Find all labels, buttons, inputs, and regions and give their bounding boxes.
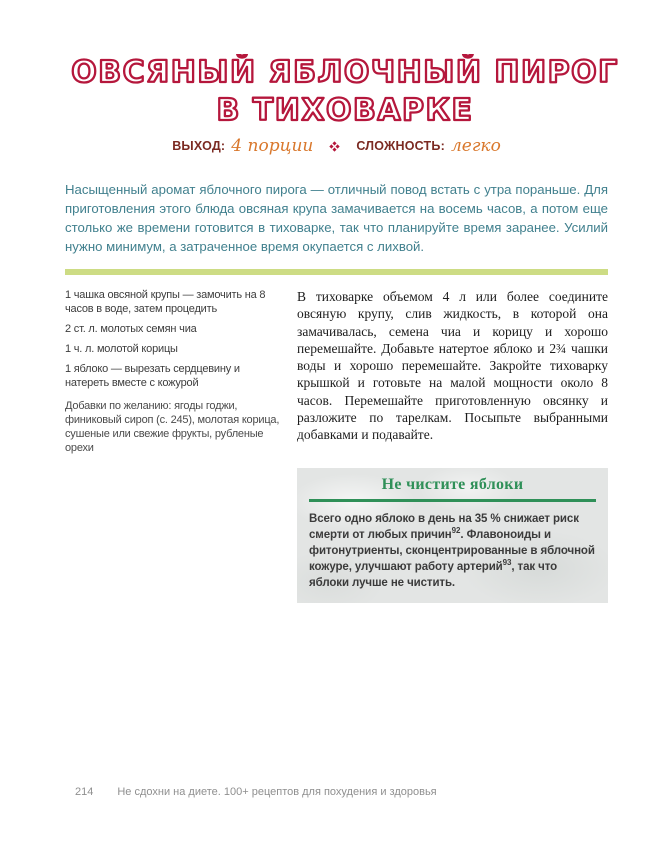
instructions-column <box>297 288 608 603</box>
page-footer <box>75 786 437 798</box>
recipe-columns <box>65 288 608 603</box>
footnote-ref-92: 92 <box>451 525 461 535</box>
tip-text-part2: . Флавоноиды и фитонутриенты, сконцентрированные в яблочной кожуре, улучшают работу артерий <box>309 528 595 573</box>
ingredient-item: 1 яблоко — вырезать сердцевину и натереть вместе с кожурой <box>65 363 240 389</box>
ingredient-item: 1 ч. л. молотой корицы <box>65 343 178 355</box>
ingredients-column <box>65 288 283 603</box>
difficulty-label: СЛОЖНОСТЬ: <box>356 139 445 153</box>
ingredient-item: 2 ст. л. молотых семян чиа <box>65 323 197 335</box>
tip-box-title: Не чистите яблоки <box>381 475 524 493</box>
book-title: Не сдохни на диете. 100+ рецептов для похудения и здоровья <box>117 786 437 798</box>
divider-bar <box>65 269 608 275</box>
tip-text-part3: , так что яблоки лучше не чистить. <box>309 560 557 589</box>
recipe-title-line2: В ТИХОВАРКЕ <box>216 93 474 128</box>
footnote-ref-93: 93 <box>502 557 512 567</box>
ingredient-item-optional-addins: Добавки по желанию: ягоды годжи, финиковый сироп (с. 245), молотая корица, сушеные или свежие фрукты, рубленые орехи <box>65 400 280 454</box>
instructions-paragraph: В тиховарке объемом 4 л или более соедините овсяную крупу, слив жидкость, в которой она замачивалась, семена чиа и корицу и хорошо перемешайте. Добавьте натертое яблоко и 2¾ чашки воды и хорошо перемешайте. Закройте тиховарку крышкой и готовьте на малой мощности около 8 часов. Перемешайте приготовленную овсянку и разложите по тарелкам. Посыпьте выбранными добавками и подавайте. <box>297 289 608 443</box>
tip-box-text <box>309 511 596 591</box>
intro-paragraph: Насыщенный аромат яблочного пирога — отличный повод встать с утра пораньше. Для приготовления этого блюда овсяная крупа замачивается на восемь часов, а потом еще столько же времени готовится в тиховарке, так что планируйте время заранее. Усилий нужно минимум, а затраченное время окупается с лихвой. <box>65 182 608 254</box>
recipe-title-line1: ОВСЯНЫЙ ЯБЛОЧНЫЙ ПИРОГ <box>71 55 619 90</box>
four-diamond-separator-icon <box>329 141 340 152</box>
yield-label: ВЫХОД: <box>172 139 226 153</box>
recipe-meta <box>65 136 608 156</box>
tip-box-double-rule <box>309 499 596 502</box>
yield-value: 4 порции <box>231 136 314 156</box>
page-number: 214 <box>75 786 94 798</box>
page-content <box>0 54 669 603</box>
difficulty-value: легко <box>450 136 501 156</box>
ingredient-item: 1 чашка овсяной крупы — замочить на 8 часов в воде, затем процедить <box>65 289 266 315</box>
tip-box <box>297 468 608 603</box>
tip-text-part1: Всего одно яблоко в день на 35 % снижает риск смерти от любых причин <box>309 512 579 541</box>
recipe-title <box>65 54 625 130</box>
